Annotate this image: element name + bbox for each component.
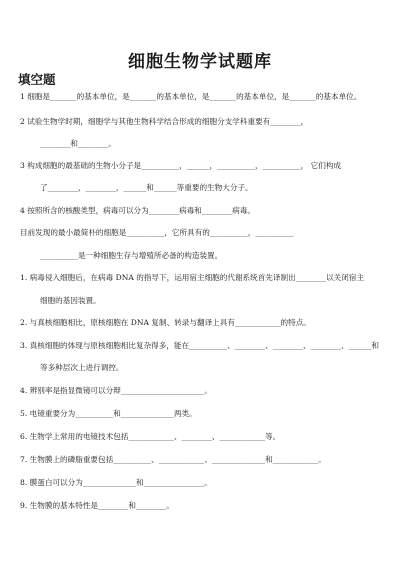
question-line: ________和________。	[40, 139, 116, 148]
question-line: 4. 辨别率是指显微镜可以分辩______________________。	[20, 386, 212, 395]
question-line: 6. 生物学上常用的电镜技术包括____________、________、____________等。	[20, 432, 281, 441]
question-line: 8. 膜蛋白可以分为______________和________________。	[20, 478, 212, 487]
question-line: 7. 生物膜上的磷脂重要包括__________、____________、______________和____________。	[20, 455, 326, 464]
question-line: 3 构成细胞的最基础的生物小分子是__________，______，__________，__________， 它们构成	[20, 161, 341, 170]
question-line: 了________，________，______和______等重要的生物大分子。	[40, 183, 253, 192]
question-line: 4 按照所含的核酸类型，病毒可以分为________病毒和________病毒。	[20, 206, 256, 215]
question-line: 9. 生物膜的基本特性是________和________。	[20, 501, 174, 510]
question-line: 细胞的基因装置。	[40, 296, 101, 305]
question-line: 3. 真核细胞的体现与原核细胞相比复杂得多，能在__________、________、________、________、______和	[20, 341, 379, 350]
question-line: 2. 与真核细胞相比，原核细胞在 DNA 复制、转录与翻译上具有____________的特点。	[20, 318, 311, 327]
question-line: __________是一种细胞生存与增殖所必备的构造装置。	[40, 251, 223, 260]
question-line: 2 试验生物学时期，细胞学与其他生物科学结合形成的细胞分支学科重要有________，	[20, 117, 309, 126]
question-line: 1. 病毒侵入细胞后，在病毒 DNA 的指导下，运用宿主细胞的代谢系统首先译制出________以关闭宿主	[20, 273, 365, 282]
document-title: 细胞生物学试题库	[128, 52, 272, 72]
question-line: 目前发现的最小最简朴的细胞是__________，它所具有的__________，__________	[20, 228, 294, 237]
question-line: 5. 电镜重要分为__________和______________两类。	[20, 409, 197, 418]
question-line: 等多种层次上进行调控。	[40, 363, 124, 372]
section-heading: 填空题	[18, 72, 56, 87]
question-line: 1 细胞是_______的基本单位，是_______的基本单位，是_______的基本单位，是_______的基本单位。	[20, 92, 362, 101]
